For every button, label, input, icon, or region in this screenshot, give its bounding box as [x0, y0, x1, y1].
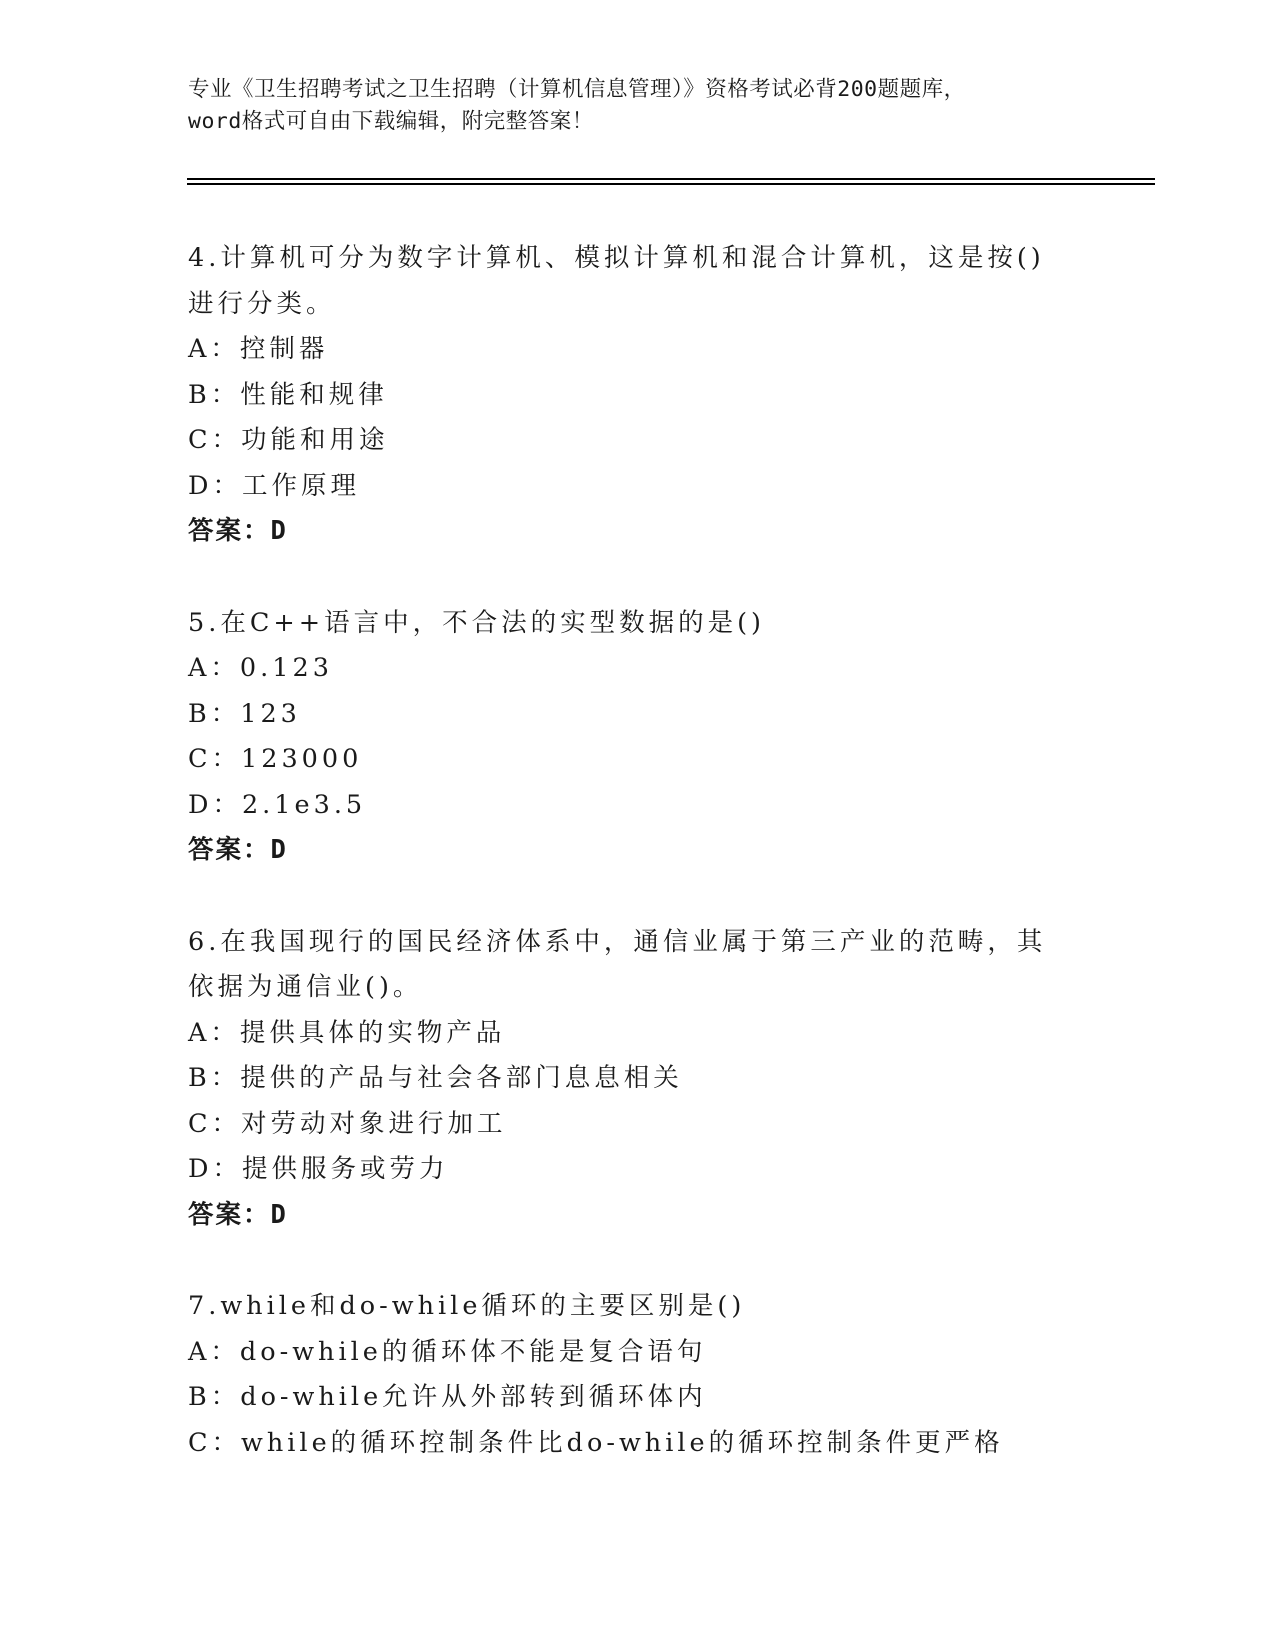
question-4: [188, 236, 1068, 555]
option-a: A：控制器: [188, 334, 329, 364]
option-c: C：对劳动对象进行加工: [188, 1108, 507, 1139]
answer-label: 答案：D: [188, 516, 288, 546]
option-d: D：工作原理: [188, 470, 360, 501]
option-c: C：123000: [188, 744, 363, 774]
question-7: [188, 1284, 1068, 1466]
question-5: [188, 601, 1068, 874]
answer-label: 答案：D: [188, 835, 288, 865]
option-b: B：提供的产品与社会各部门息息相关: [188, 1063, 683, 1093]
question-text: 5.在C++语言中，不合法的实型数据的是(): [188, 607, 765, 638]
option-a: A：0.123: [188, 653, 333, 683]
question-text: 6.在我国现行的国民经济体系中，通信业属于第三产业的范畴，其依据为通信业()。: [188, 926, 1047, 1002]
option-b: B：性能和规律: [188, 379, 388, 410]
question-text: 4.计算机可分为数字计算机、模拟计算机和混合计算机，这是按()进行分类。: [188, 243, 1045, 319]
option-a: A：提供具体的实物产品: [188, 1017, 506, 1048]
option-d: D：2.1e3.5: [188, 789, 367, 820]
option-b: B：123: [188, 698, 301, 729]
header-title-line-1: 专业《卫生招聘考试之卫生招聘（计算机信息管理）》资格考试必背200题题库，: [188, 77, 966, 102]
question-text: 7.while和do-while循环的主要区别是(): [188, 1291, 746, 1321]
header-divider-bottom: [187, 183, 1155, 185]
question-list: [188, 236, 1068, 1512]
option-b: B：do-while允许从外部转到循环体内: [188, 1382, 707, 1412]
option-a: A：do-while的循环体不能是复合语句: [188, 1336, 707, 1367]
option-c: C：while的循环控制条件比do-while的循环控制条件更严格: [188, 1427, 1004, 1458]
question-6: [188, 920, 1068, 1239]
header-title-line-2: word格式可自由下载编辑，附完整答案！: [188, 109, 594, 134]
answer-label: 答案：D: [188, 1199, 288, 1230]
header-divider-top: [187, 178, 1155, 180]
document-header: [188, 74, 1088, 138]
option-c: C：功能和用途: [188, 425, 389, 455]
option-d: D：提供服务或劳力: [188, 1154, 449, 1184]
